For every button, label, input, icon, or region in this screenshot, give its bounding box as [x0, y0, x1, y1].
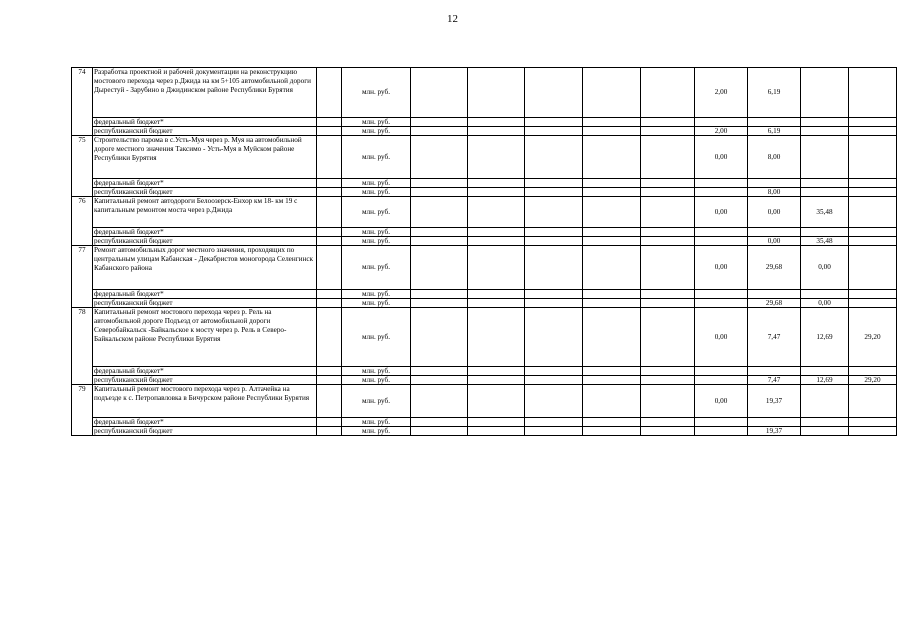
value-cell	[801, 228, 849, 237]
value-cell	[468, 376, 525, 385]
value-cell	[801, 290, 849, 299]
sub-name: республиканский бюджет	[93, 127, 317, 136]
value-cell	[849, 188, 897, 197]
value-cell	[695, 118, 748, 127]
value-cell	[468, 290, 525, 299]
empty-cell	[317, 179, 342, 188]
value-cell: 7,47	[748, 308, 801, 367]
value-cell	[695, 418, 748, 427]
table-subrow	[72, 427, 897, 436]
table-subrow	[72, 228, 897, 237]
sub-name: федеральный бюджет*	[93, 418, 317, 427]
unit-cell: млн. руб.	[342, 237, 411, 246]
value-cell	[849, 179, 897, 188]
table-subrow	[72, 367, 897, 376]
value-cell	[525, 246, 583, 290]
value-cell	[411, 308, 468, 367]
item-name: Капитальный ремонт автодороги Белоозерск-Енхор км 18- км 19 с капитальным ремонтом моста через р.Джида	[93, 197, 317, 228]
value-cell	[411, 118, 468, 127]
empty-cell	[317, 127, 342, 136]
value-cell	[525, 427, 583, 436]
empty-cell	[317, 308, 342, 367]
value-cell	[849, 68, 897, 118]
item-number: 74	[72, 68, 93, 136]
sub-name: федеральный бюджет*	[93, 290, 317, 299]
empty-cell	[317, 197, 342, 228]
unit-cell: млн. руб.	[342, 246, 411, 290]
value-cell	[411, 136, 468, 179]
value-cell	[695, 376, 748, 385]
value-cell	[695, 179, 748, 188]
value-cell	[411, 188, 468, 197]
value-cell: 0,00	[695, 197, 748, 228]
value-cell	[695, 367, 748, 376]
value-cell	[468, 246, 525, 290]
value-cell	[641, 367, 695, 376]
value-cell	[411, 68, 468, 118]
value-cell	[849, 246, 897, 290]
table-subrow	[72, 127, 897, 136]
value-cell: 0,00	[748, 197, 801, 228]
value-cell: 29,68	[748, 246, 801, 290]
unit-cell: млн. руб.	[342, 136, 411, 179]
value-cell	[849, 118, 897, 127]
sub-name: республиканский бюджет	[93, 237, 317, 246]
table-row	[72, 136, 897, 179]
value-cell	[849, 228, 897, 237]
value-cell	[748, 367, 801, 376]
empty-cell	[317, 136, 342, 179]
value-cell	[583, 308, 641, 367]
value-cell	[583, 237, 641, 246]
value-cell: 12,69	[801, 376, 849, 385]
value-cell: 0,00	[801, 299, 849, 308]
unit-cell: млн. руб.	[342, 385, 411, 418]
value-cell	[468, 299, 525, 308]
value-cell	[641, 418, 695, 427]
table-row	[72, 246, 897, 290]
table-row	[72, 308, 897, 367]
item-name: Капитальный ремонт мостового перехода через р. Алтачейка на подъезде к с. Петропавловка в Бичурском районе Республики Бурятия	[93, 385, 317, 418]
value-cell	[641, 197, 695, 228]
table-subrow	[72, 290, 897, 299]
value-cell: 0,00	[801, 246, 849, 290]
value-cell	[525, 197, 583, 228]
value-cell	[411, 228, 468, 237]
value-cell	[411, 418, 468, 427]
page-number: 12	[447, 13, 458, 25]
table-subrow	[72, 418, 897, 427]
value-cell	[695, 299, 748, 308]
value-cell	[641, 237, 695, 246]
sub-name: республиканский бюджет	[93, 376, 317, 385]
value-cell	[525, 237, 583, 246]
value-cell	[525, 367, 583, 376]
value-cell	[411, 237, 468, 246]
value-cell	[583, 179, 641, 188]
value-cell	[468, 385, 525, 418]
value-cell	[411, 197, 468, 228]
value-cell: 35,48	[801, 237, 849, 246]
unit-cell: млн. руб.	[342, 68, 411, 118]
table-row	[72, 68, 897, 118]
value-cell	[849, 418, 897, 427]
value-cell	[525, 179, 583, 188]
value-cell	[695, 237, 748, 246]
value-cell	[801, 418, 849, 427]
value-cell: 2,00	[695, 68, 748, 118]
empty-cell	[317, 290, 342, 299]
unit-cell: млн. руб.	[342, 299, 411, 308]
unit-cell: млн. руб.	[342, 197, 411, 228]
value-cell	[641, 118, 695, 127]
item-number: 77	[72, 246, 93, 308]
value-cell	[411, 246, 468, 290]
empty-cell	[317, 385, 342, 418]
value-cell	[583, 299, 641, 308]
value-cell	[641, 228, 695, 237]
value-cell	[468, 68, 525, 118]
value-cell	[849, 127, 897, 136]
value-cell	[801, 136, 849, 179]
value-cell	[525, 228, 583, 237]
value-cell: 8,00	[748, 188, 801, 197]
table-subrow	[72, 376, 897, 385]
unit-cell: млн. руб.	[342, 290, 411, 299]
value-cell	[468, 237, 525, 246]
value-cell	[411, 127, 468, 136]
value-cell	[583, 127, 641, 136]
value-cell	[801, 367, 849, 376]
value-cell	[695, 290, 748, 299]
value-cell	[525, 188, 583, 197]
unit-cell: млн. руб.	[342, 188, 411, 197]
value-cell	[468, 118, 525, 127]
value-cell	[525, 118, 583, 127]
value-cell	[411, 427, 468, 436]
unit-cell: млн. руб.	[342, 418, 411, 427]
value-cell	[468, 197, 525, 228]
value-cell	[468, 308, 525, 367]
value-cell: 8,00	[748, 136, 801, 179]
value-cell	[411, 179, 468, 188]
value-cell	[525, 376, 583, 385]
value-cell	[583, 228, 641, 237]
value-cell	[468, 427, 525, 436]
value-cell	[641, 136, 695, 179]
table-row	[72, 385, 897, 418]
value-cell	[641, 290, 695, 299]
value-cell	[641, 376, 695, 385]
value-cell	[641, 308, 695, 367]
value-cell	[583, 136, 641, 179]
value-cell: 0,00	[695, 385, 748, 418]
value-cell	[641, 427, 695, 436]
empty-cell	[317, 418, 342, 427]
value-cell	[525, 385, 583, 418]
value-cell	[748, 118, 801, 127]
empty-cell	[317, 367, 342, 376]
sub-name: федеральный бюджет*	[93, 367, 317, 376]
value-cell	[641, 188, 695, 197]
value-cell	[583, 197, 641, 228]
value-cell	[849, 136, 897, 179]
sub-name: федеральный бюджет*	[93, 118, 317, 127]
value-cell	[411, 385, 468, 418]
value-cell	[583, 68, 641, 118]
value-cell: 12,69	[801, 308, 849, 367]
item-number: 75	[72, 136, 93, 197]
value-cell	[468, 188, 525, 197]
item-name: Капитальный ремонт мостового перехода через р. Рель на автомобильной дороге Подъезд от автомобильной дороги Северобайкальск -Байкальское к мосту через р. Рель в Северо-Байкальском районе Республики Бурятия	[93, 308, 317, 367]
unit-cell: млн. руб.	[342, 308, 411, 367]
item-number: 76	[72, 197, 93, 246]
table-subrow	[72, 299, 897, 308]
value-cell	[801, 188, 849, 197]
value-cell: 0,00	[695, 136, 748, 179]
value-cell	[801, 127, 849, 136]
item-name: Разработка проектной и рабочей документации на реконструкцию мостового перехода через р.Джида на км 5+105 автомобильной дороги Дырестуй - Зарубино в Джидинском районе Республики Бурятия	[93, 68, 317, 118]
table-subrow	[72, 118, 897, 127]
value-cell	[583, 367, 641, 376]
value-cell	[849, 197, 897, 228]
sub-name: федеральный бюджет*	[93, 179, 317, 188]
value-cell	[468, 127, 525, 136]
value-cell	[801, 385, 849, 418]
value-cell	[468, 179, 525, 188]
budget-table	[71, 67, 897, 436]
value-cell	[695, 427, 748, 436]
value-cell	[583, 290, 641, 299]
value-cell	[468, 418, 525, 427]
value-cell	[748, 290, 801, 299]
value-cell	[849, 290, 897, 299]
empty-cell	[317, 299, 342, 308]
table-subrow	[72, 188, 897, 197]
item-name: Строительство парома в с.Усть-Муя через р. Муя на автомобильной дороге местного значения Таксимо - Усть-Муя в Муйском районе Республики Бурятия	[93, 136, 317, 179]
unit-cell: млн. руб.	[342, 367, 411, 376]
value-cell: 29,20	[849, 308, 897, 367]
value-cell	[641, 127, 695, 136]
value-cell	[849, 427, 897, 436]
value-cell: 0,00	[748, 237, 801, 246]
value-cell	[748, 418, 801, 427]
value-cell	[801, 68, 849, 118]
value-cell	[468, 136, 525, 179]
value-cell	[849, 367, 897, 376]
unit-cell: млн. руб.	[342, 376, 411, 385]
empty-cell	[317, 188, 342, 197]
value-cell: 6,19	[748, 127, 801, 136]
value-cell	[583, 118, 641, 127]
item-name: Ремонт автомобильных дорог местного значения, проходящих по центральным улицам Кабанская - Декабристов моногорода Селенгинск Кабанского района	[93, 246, 317, 290]
value-cell	[748, 228, 801, 237]
value-cell	[583, 427, 641, 436]
empty-cell	[317, 237, 342, 246]
value-cell	[801, 179, 849, 188]
sub-name: республиканский бюджет	[93, 188, 317, 197]
value-cell	[849, 385, 897, 418]
item-number: 79	[72, 385, 93, 436]
value-cell: 2,00	[695, 127, 748, 136]
value-cell	[849, 237, 897, 246]
empty-cell	[317, 246, 342, 290]
unit-cell: млн. руб.	[342, 228, 411, 237]
value-cell	[748, 179, 801, 188]
value-cell	[849, 299, 897, 308]
value-cell	[695, 188, 748, 197]
value-cell	[525, 299, 583, 308]
value-cell	[583, 246, 641, 290]
value-cell: 7,47	[748, 376, 801, 385]
value-cell	[411, 367, 468, 376]
value-cell	[525, 127, 583, 136]
value-cell	[583, 376, 641, 385]
value-cell	[411, 376, 468, 385]
value-cell	[583, 188, 641, 197]
value-cell: 29,20	[849, 376, 897, 385]
sub-name: республиканский бюджет	[93, 427, 317, 436]
unit-cell: млн. руб.	[342, 179, 411, 188]
value-cell	[641, 179, 695, 188]
value-cell	[583, 418, 641, 427]
value-cell	[525, 68, 583, 118]
value-cell	[641, 68, 695, 118]
value-cell	[695, 228, 748, 237]
empty-cell	[317, 68, 342, 118]
empty-cell	[317, 228, 342, 237]
sub-name: республиканский бюджет	[93, 299, 317, 308]
value-cell	[468, 367, 525, 376]
value-cell	[583, 385, 641, 418]
value-cell: 29,68	[748, 299, 801, 308]
sub-name: федеральный бюджет*	[93, 228, 317, 237]
table-row	[72, 197, 897, 228]
unit-cell: млн. руб.	[342, 427, 411, 436]
value-cell	[411, 290, 468, 299]
value-cell: 0,00	[695, 308, 748, 367]
value-cell: 19,37	[748, 385, 801, 418]
value-cell: 35,48	[801, 197, 849, 228]
value-cell	[525, 136, 583, 179]
value-cell	[525, 290, 583, 299]
value-cell: 6,19	[748, 68, 801, 118]
value-cell: 19,37	[748, 427, 801, 436]
value-cell	[525, 308, 583, 367]
empty-cell	[317, 427, 342, 436]
table-subrow	[72, 179, 897, 188]
unit-cell: млн. руб.	[342, 118, 411, 127]
value-cell	[801, 118, 849, 127]
value-cell	[801, 427, 849, 436]
table-subrow	[72, 237, 897, 246]
value-cell	[641, 246, 695, 290]
value-cell: 0,00	[695, 246, 748, 290]
value-cell	[411, 299, 468, 308]
empty-cell	[317, 118, 342, 127]
unit-cell: млн. руб.	[342, 127, 411, 136]
value-cell	[641, 299, 695, 308]
empty-cell	[317, 376, 342, 385]
value-cell	[641, 385, 695, 418]
item-number: 78	[72, 308, 93, 385]
value-cell	[525, 418, 583, 427]
value-cell	[468, 228, 525, 237]
